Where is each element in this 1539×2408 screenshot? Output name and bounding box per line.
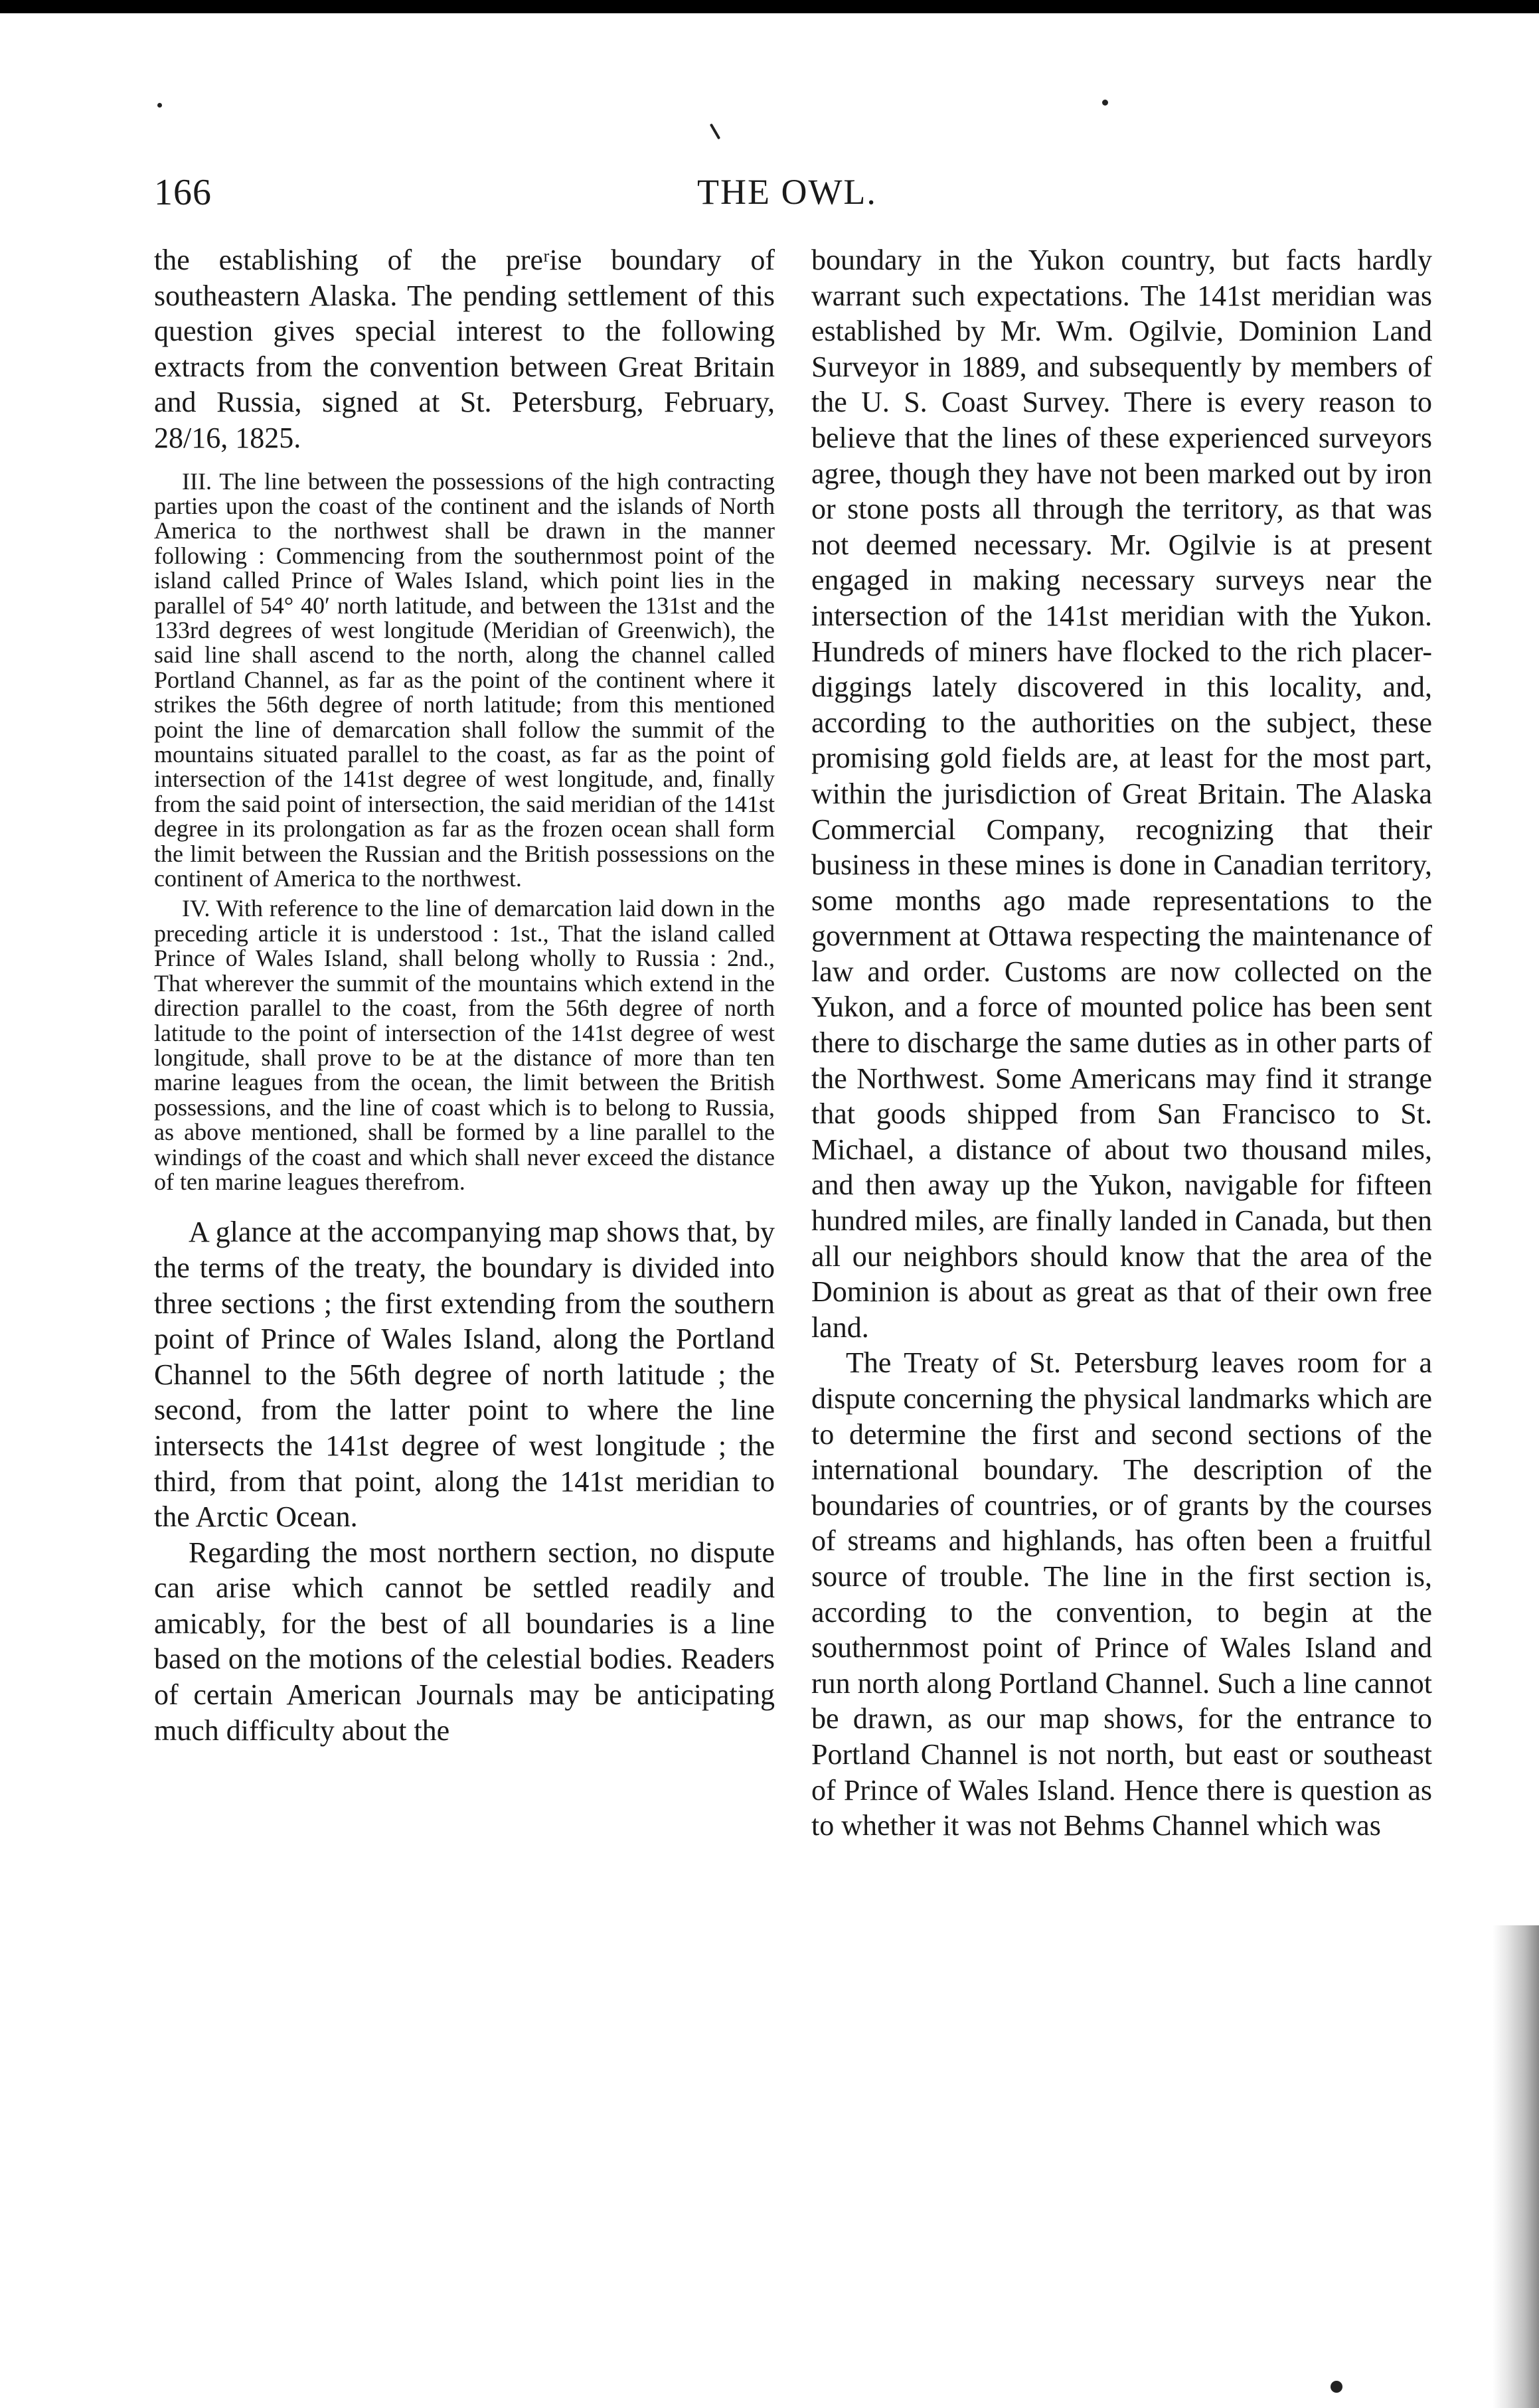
glance-paragraph: A glance at the accompanying map shows that, by the terms of the treaty, the boundary is divided into three sections ; the first extending from the southern point of Prince of Wales Island, along the Portland Channel to the 56th degree of north latitude ; the second, from the latter point to where the line intersects the 141st degree of west longitude ; the third, from that point, along the 141st meridian to the Arctic Ocean. bbox=[154, 1216, 775, 1534]
intro-paragraph: the establishing of the preʳise boundary of southeastern Alaska. The pending settlement of this question gives special interest to the following extracts from the convention between Great Britain and Russia, signed at St. Petersburg, February, 28/16, 1825. bbox=[154, 244, 775, 454]
northern-section-paragraph: Regarding the most northern section, no dispute can arise which cannot be settled readily and amicably, for the best of all boundaries is a line based on the motions of the celestial bodies. Readers of certain American Journals may be anticipating much difficulty about the bbox=[154, 1536, 775, 1747]
continuation-paragraph: boundary in the Yukon country, but facts hardly warrant such expectations. The 141st meridian was established by Mr. Wm. Ogilvie, Dominion Land Surveyor in 1889, and subsequently by members of the U. S. Coast Survey. There is every reason to believe that the lines of these experienced surveyors agree, though they have not been marked out by iron or stone posts all through the territory, as that was not deemed necessary. Mr. Ogilvie is at present engaged in making necessary surveys near the intersection of the 141st meridian with the Yukon. Hundreds of miners have flocked to the rich placer-diggings lately discovered in this locality, and, according to the authorities on the subject, these promising gold fields are, at least for the most part, within the jurisdiction of Great Britain. The Alaska Commercial Company, recognizing that their business in these mines is done in Canadian territory, some months ago made representations to the government at Ottawa respecting the maintenance of law and order. Customs are now collected on the Yukon, and a force of mounted police has been sent there to discharge the same duties as in other parts of the Northwest. Some Americans may find it strange that goods shipped from San Francisco to St. Michael, a distance of about two thousand miles, and then away up the Yukon, navigable for fifteen hundred miles, are finally landed in Canada, but then all our neighbors should know that the area of the Dominion is about as great as that of their own free land. bbox=[811, 244, 1432, 1344]
scan-right-edge bbox=[1493, 1925, 1539, 2408]
scan-speck bbox=[1331, 2381, 1342, 2393]
scan-top-edge bbox=[0, 0, 1539, 13]
journal-title: THE OWL. bbox=[697, 172, 877, 212]
left-column bbox=[154, 242, 775, 1748]
scan-speck bbox=[157, 103, 162, 108]
right-column bbox=[811, 242, 1432, 1844]
running-head bbox=[0, 171, 1539, 224]
scan-speck bbox=[1102, 100, 1108, 106]
scan-speck bbox=[710, 123, 720, 140]
treaty-article-iv: IV. With reference to the line of demarcation laid down in the preceding article it is understood : 1st., That the island called Prince of Wales Island, shall belong wholly to Russia : 2nd., That wherever the summit of the mountains which extend in the direction parallel to the coast, from the 56th degree of north latitude to the point of intersection of the 141st degree of west longitude, shall prove to be at the distance of more than ten marine leagues from the ocean, the limit between the British possessions, and the line of coast which is to belong to Russia, as above mentioned, shall be formed by a line parallel to the windings of the coast and which shall never exceed the distance of ten marine leagues therefrom. bbox=[154, 895, 775, 1195]
page-number: 166 bbox=[154, 172, 212, 213]
treaty-article-iii: III. The line between the possessions of the high contracting parties upon the coast of the continent and the islands of North America to the northwest shall be drawn in the manner following : Commencing from the southernmost point of the island called Prince of Wales Island, which point lies in the parallel of 54° 40′ north latitude, and between the 131st and the 133rd degrees of west longitude (Meridian of Greenwich), the said line shall ascend to the north, along the channel called Portland Channel, as far as the point of the continent where it strikes the 56th degree of north latitude; from this mentioned point the line of demarcation shall follow the summit of the mountains situated parallel to the coast, as far as the point of intersection of the 141st degree of west longitude, and, finally from the said point of intersection, the said meridian of the 141st degree in its prolongation as far as the frozen ocean shall form the limit between the Russian and the British possessions on the continent of America to the northwest. bbox=[154, 467, 775, 892]
treaty-paragraph: The Treaty of St. Petersburg leaves room for a dispute concerning the physical landmarks which are to determine the first and second sections of the international boundary. The description of the boundaries of countries, or of grants by the courses of streams and highlands, has often been a fruitful source of trouble. The line in the first section is, according to the convention, to begin at the southernmost point of Prince of Wales Island and run north along Portland Channel. Such a line cannot be drawn, as our map shows, for the entrance to Portland Channel is not north, but east or southeast of Prince of Wales Island. Hence there is question as to whether it was not Behms Channel which was bbox=[811, 1346, 1432, 1842]
